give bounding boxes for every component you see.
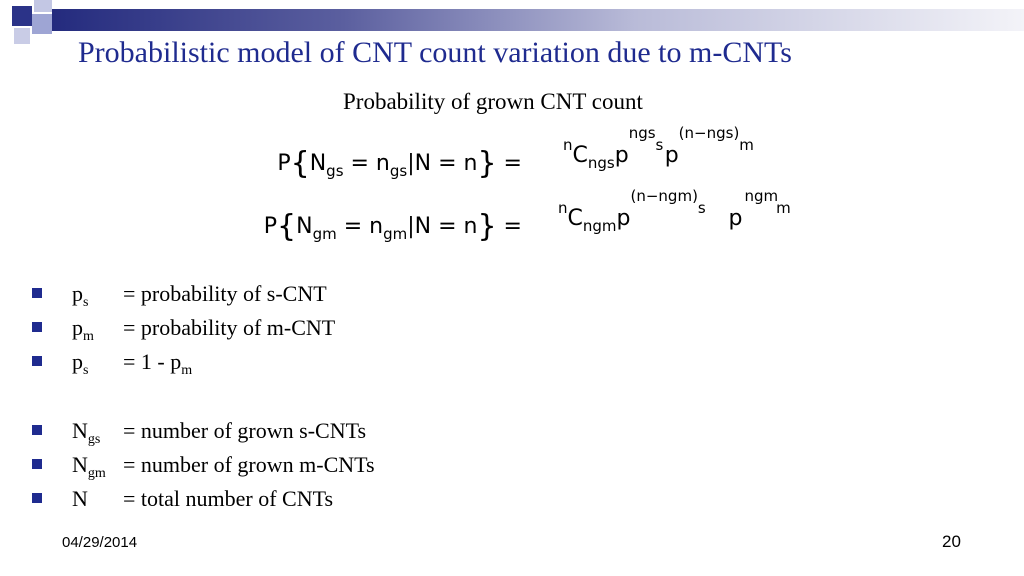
eq-subscript: gs xyxy=(326,162,344,180)
symbol-text: N xyxy=(72,418,88,443)
eq-brace: { xyxy=(277,209,297,244)
symbol xyxy=(72,418,101,447)
eq-text: = n xyxy=(336,214,384,239)
footer-date: 04/29/2014 xyxy=(62,534,138,551)
bullet-square-icon xyxy=(32,425,42,435)
symbol-text: p xyxy=(72,349,83,374)
eq-superscript: (n−ngs) xyxy=(678,124,740,142)
eq-equals: = xyxy=(496,214,522,239)
definition-text: = number of grown m-CNTs xyxy=(123,452,375,477)
symbol-text: N xyxy=(72,452,88,477)
eq-text: P xyxy=(263,214,278,239)
bullet-square-icon xyxy=(32,322,42,332)
eq-brace: } xyxy=(477,146,497,181)
decor-square xyxy=(34,0,52,12)
definition xyxy=(123,418,366,444)
eq-superscript: ngs xyxy=(628,124,656,142)
symbol xyxy=(72,315,94,344)
symbol-text: p xyxy=(72,281,83,306)
symbol xyxy=(72,281,89,310)
decor-square xyxy=(12,6,32,26)
eq-text: P xyxy=(277,151,291,176)
symbol xyxy=(72,349,89,378)
symbol-subscript: gs xyxy=(87,432,101,447)
eq-text: |N = n xyxy=(407,214,478,239)
slide-subtitle: Probability of grown CNT count xyxy=(343,89,643,114)
eq-subscript: gm xyxy=(383,225,408,243)
eq-text: p xyxy=(614,143,629,168)
page-number: 20 xyxy=(942,532,961,551)
eq-superscript: (n−ngm) xyxy=(630,187,698,205)
eq-text: N xyxy=(309,151,327,176)
eq-text: |N = n xyxy=(407,151,478,176)
eq-subscript: ngm xyxy=(582,217,617,235)
eq-subscript: s xyxy=(697,199,706,217)
bullet-square-icon xyxy=(32,288,42,298)
eq-superscript: n xyxy=(563,136,573,154)
symbol-subscript: s xyxy=(83,363,89,378)
eq-subscript: m xyxy=(776,199,791,217)
eq-subscript: gs xyxy=(389,162,408,180)
definition xyxy=(123,281,327,307)
symbol xyxy=(72,486,88,512)
bullet-square-icon xyxy=(32,356,42,366)
symbol-subscript: gm xyxy=(87,466,106,481)
definition-text: = 1 - p xyxy=(123,349,182,374)
eq-subscript: ngs xyxy=(587,154,615,172)
equation-gm-lhs xyxy=(263,206,522,244)
symbol-subscript: m xyxy=(83,329,94,344)
definition-text: = total number of CNTs xyxy=(123,486,334,511)
equation-gm-rhs xyxy=(558,187,791,235)
header-gradient-bar xyxy=(52,9,1024,31)
definition xyxy=(123,315,335,341)
eq-superscript: ngm xyxy=(744,187,779,205)
symbol xyxy=(72,452,106,481)
eq-text: p xyxy=(728,206,743,231)
equation-gs-lhs xyxy=(277,143,522,181)
symbol-text: p xyxy=(72,315,83,340)
eq-equals: = xyxy=(496,151,522,176)
bullet-square-icon xyxy=(32,493,42,503)
eq-subscript: s xyxy=(655,136,664,154)
eq-text: C xyxy=(572,143,588,168)
eq-brace: } xyxy=(477,209,497,244)
decor-square xyxy=(32,14,52,34)
eq-subscript: m xyxy=(739,136,754,154)
eq-text: N xyxy=(296,214,313,239)
eq-superscript: n xyxy=(558,199,568,217)
eq-text: p xyxy=(664,143,679,168)
definition xyxy=(123,452,375,478)
eq-subscript: gm xyxy=(312,225,337,243)
symbol-subscript: s xyxy=(83,295,89,310)
definition-text: = number of grown s-CNTs xyxy=(123,418,367,443)
symbol-text: N xyxy=(72,486,88,511)
decor-square xyxy=(14,28,30,44)
definition-subscript: m xyxy=(181,363,193,378)
definition xyxy=(123,486,333,512)
slide-title: Probabilistic model of CNT count variation due to m-CNTs xyxy=(78,36,792,69)
eq-text: = n xyxy=(343,151,390,176)
definition-text: = probability of s-CNT xyxy=(123,281,327,306)
definition xyxy=(123,349,193,378)
equation-gs-rhs xyxy=(563,124,759,172)
eq-brace: { xyxy=(290,146,310,181)
definition-text: = probability of m-CNT xyxy=(123,315,336,340)
bullet-square-icon xyxy=(32,459,42,469)
eq-text: p xyxy=(616,206,631,231)
eq-text: C xyxy=(567,206,583,231)
